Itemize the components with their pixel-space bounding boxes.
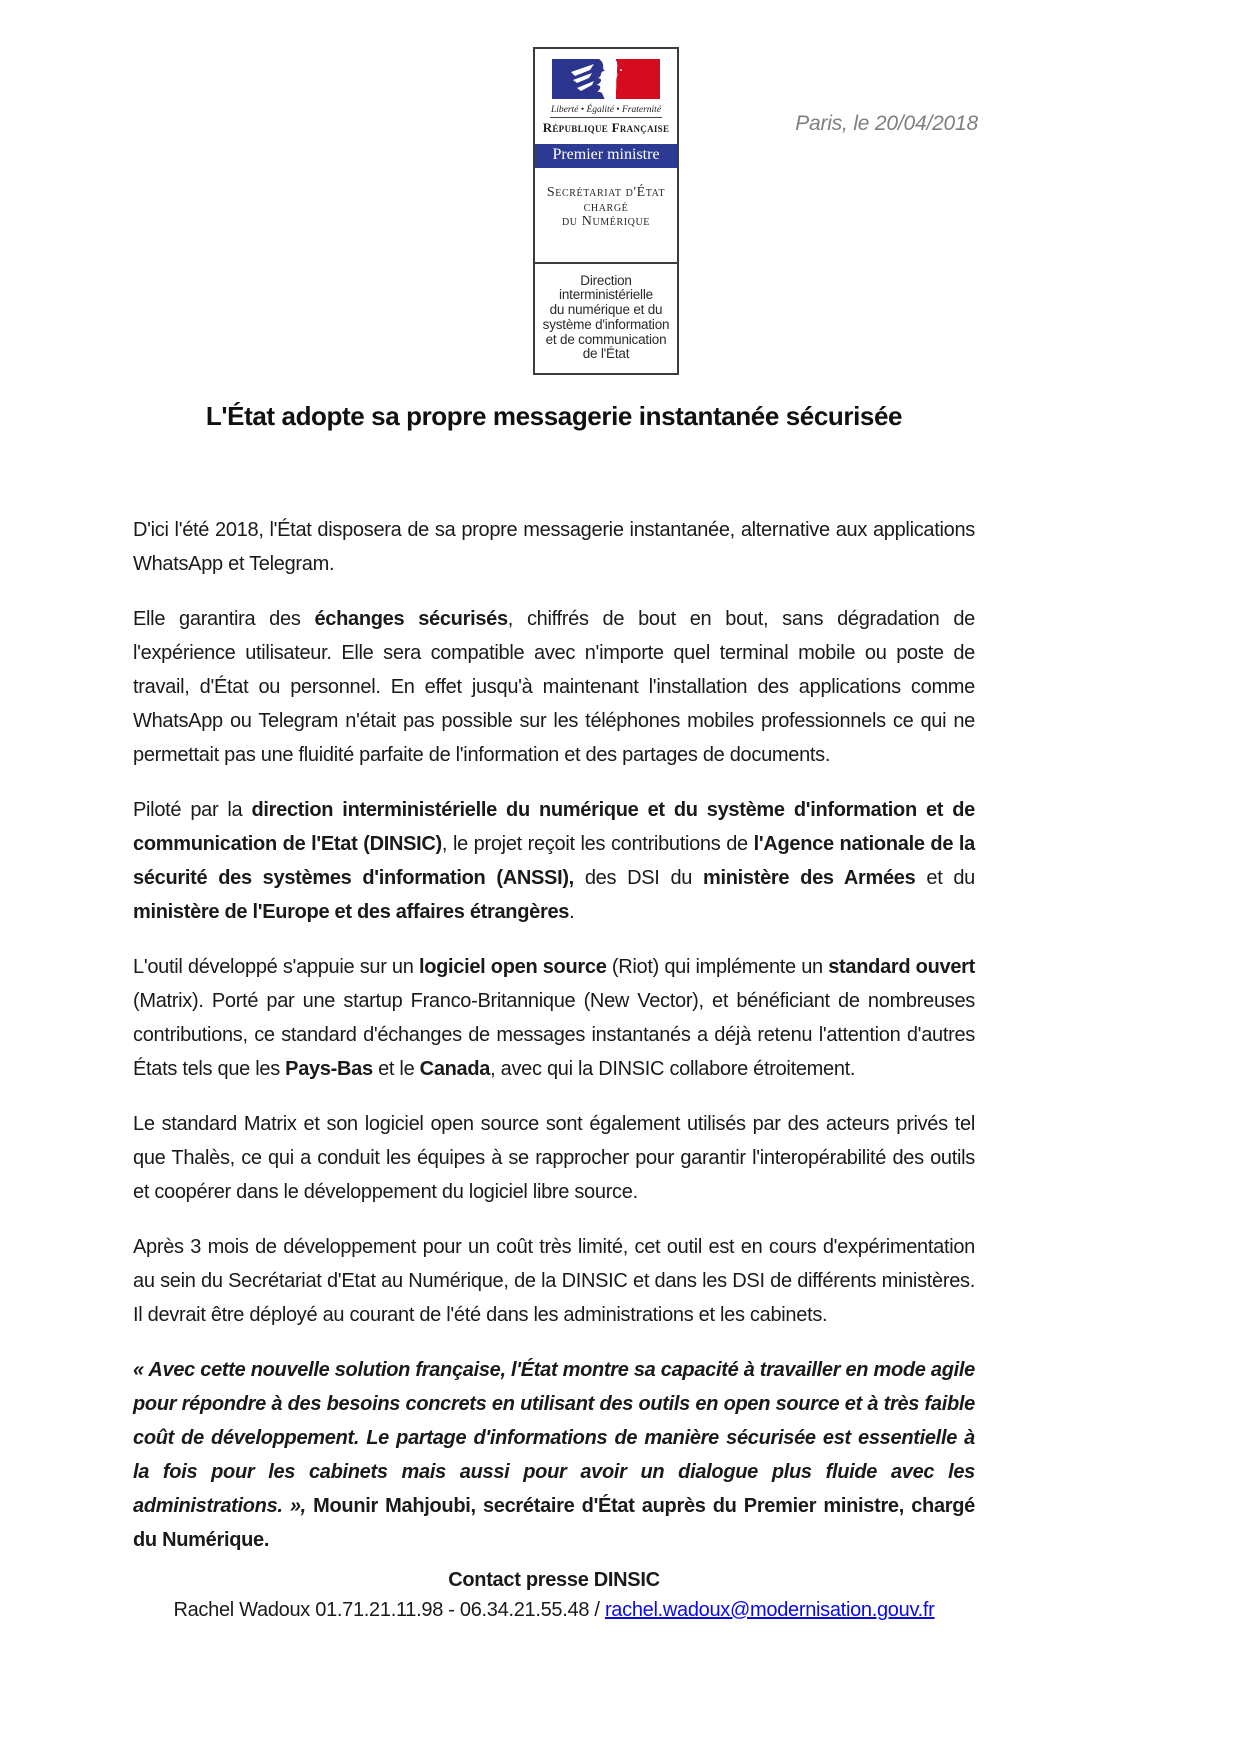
letterhead-logo-box	[533, 47, 679, 375]
direction-line: et de communication	[545, 331, 667, 347]
document-body	[133, 400, 975, 1578]
direction-line: interministérielle	[559, 287, 653, 303]
text-run: et le	[372, 1058, 420, 1080]
republique-francaise-flag-icon	[552, 59, 660, 99]
page-title: L'État adopte sa propre messagerie instantanée sécurisée	[205, 401, 903, 431]
direction-line: système d'information	[542, 316, 670, 332]
text-run: l'Agence nationale de la sécurité des systèmes d'information (ANSSI),	[133, 833, 976, 889]
text-run: , le projet reçoit les contributions de	[441, 833, 754, 855]
date-line: Paris, le 20/04/2018	[795, 112, 978, 135]
text-run: et du	[915, 867, 976, 889]
text-run: , avec qui la DINSIC collabore étroitement.	[490, 1058, 856, 1080]
premier-ministre-banner: Premier ministre	[535, 144, 677, 168]
secretariat-line: du Numérique	[561, 214, 651, 229]
text-run: D'ici l'été 2018, l'État disposera de sa propre messagerie instantanée, alternative aux applications WhatsApp et Telegram.	[133, 519, 975, 575]
direction-line: de l'État	[582, 346, 630, 362]
text-run: logiciel open source	[418, 956, 607, 978]
text-run: Canada	[419, 1058, 491, 1080]
contact-email-link[interactable]: rachel.wadoux@modernisation.gouv.fr	[604, 1599, 935, 1621]
text-run: ministère de l'Europe et des affaires étrangères	[133, 901, 570, 923]
contact-line	[133, 1595, 975, 1625]
paragraph	[133, 1230, 975, 1332]
text-run: direction interministérielle du numérique et du système d'information et de communication de l'Etat (DINSIC)	[133, 799, 975, 855]
direction-block	[535, 264, 677, 374]
text-run: .	[569, 901, 575, 923]
paragraph	[133, 513, 975, 581]
paragraph	[133, 1107, 975, 1209]
direction-line: Direction	[580, 272, 632, 288]
secretariat-line: chargé	[583, 199, 629, 215]
paragraph	[133, 793, 975, 929]
secretariat-line: Secrétariat d'État	[546, 185, 666, 200]
direction-line: du numérique et du	[549, 302, 663, 318]
republique-francaise-label: République Française	[542, 120, 670, 135]
text-run: Mounir Mahjoubi, secrétaire d'État auprès du Premier ministre, chargé du Numérique.	[133, 1495, 975, 1551]
text-run: L'outil développé s'appuie sur un	[133, 956, 419, 978]
text-run: (Matrix). Porté par une startup Franco-Britannique (New Vector), et bénéficiant de nombreuses contributions, ce standard d'échanges de messages instantanés a déjà retenu l'attention d'autres États tels que les	[133, 990, 975, 1080]
text-run: Elle garantira des	[133, 608, 315, 630]
body-paragraphs	[133, 513, 975, 1557]
text-run: standard ouvert	[828, 956, 975, 978]
text-run: échanges sécurisés	[314, 608, 508, 630]
paragraph	[133, 602, 975, 772]
paragraph	[133, 950, 975, 1086]
text-run: « Avec cette nouvelle solution française, l'État montre sa capacité à travailler en mode agile pour répondre à des besoins concrets en utilisant des outils en open source et à très faible coût de développement. Le partage d'informations de manière sécurisée est essentielle à la fois pour les cabinets mais aussi pour avoir un dialogue plus fluide avec les administrations. »,	[133, 1359, 975, 1517]
text-run: , chiffrés de bout en bout, sans dégradation de l'expérience utilisateur. Elle sera compatible avec n'importe quel terminal mobile ou poste de travail, d'État ou personnel. En effet jusqu'à maintenant l'installation des applications comme WhatsApp ou Telegram n'était pas possible sur les téléphones mobiles professionnels ce qui ne permettait pas une fluidité parfaite de l'information et des partages de documents.	[133, 608, 975, 766]
text-run: Piloté par la	[133, 799, 252, 821]
text-run: (Riot) qui implémente un	[606, 956, 829, 978]
text-run: Après 3 mois de développement pour un coût très limité, cet outil est en cours d'expérimentation au sein du Secrétariat d'Etat au Numérique, de la DINSIC et dans les DSI de différents ministères. Il devrait être déployé au courant de l'été dans les administrations et les cabinets.	[133, 1236, 975, 1326]
quote-paragraph	[133, 1353, 975, 1557]
contact-heading: Contact presse DINSIC	[448, 1569, 660, 1591]
contact-block	[133, 1565, 975, 1625]
motto-text: Liberté • Égalité • Fraternité	[550, 102, 662, 118]
text-run: des DSI du	[573, 867, 704, 889]
text-run: Pays-Bas	[285, 1058, 373, 1080]
text-run: Le standard Matrix et son logiciel open source sont également utilisés par des acteurs privés tel que Thalès, ce qui a conduit les équipes à se rapprocher pour garantir l'interopérabilité des outils et coopérer dans le développement du logiciel libre source.	[133, 1113, 975, 1203]
secretariat-block	[535, 168, 677, 264]
text-run: ministère des Armées	[703, 867, 916, 889]
contact-phone-text: Rachel Wadoux 01.71.21.11.98 - 06.34.21.55.48 /	[173, 1599, 605, 1621]
